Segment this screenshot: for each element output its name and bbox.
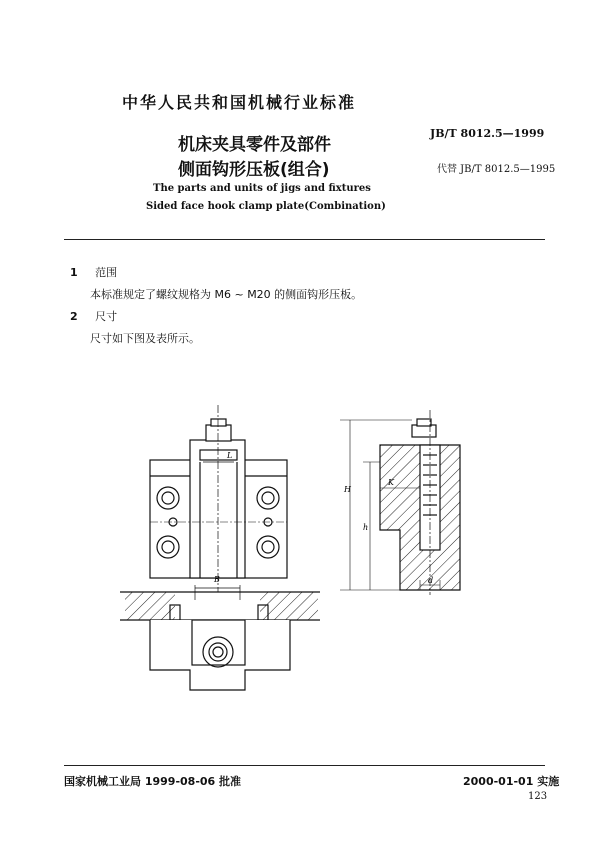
page-number: 123: [528, 791, 548, 802]
replaces-standard: 代替 JB/T 8012.5—1995: [437, 164, 556, 175]
label-h: h: [363, 523, 369, 532]
side-section-view: [340, 410, 460, 595]
title-cn-line1: 机床夹具零件及部件: [178, 135, 331, 155]
title-cn-line2: 侧面钩形压板(组合): [178, 160, 330, 180]
label-K: K: [388, 478, 394, 487]
standard-number: JB/T 8012.5—1999: [430, 127, 545, 140]
label-L: L: [227, 451, 233, 460]
section-1-title: 范围: [95, 266, 118, 279]
section-2-body: 尺寸如下图及表所示。: [90, 332, 200, 345]
label-B: B: [214, 575, 220, 584]
label-H: H: [344, 485, 351, 494]
industry-standard-heading: 中华人民共和国机械行业标准: [122, 93, 357, 112]
effective-date: 2000-01-01 实施: [463, 775, 560, 788]
section-1-number: 1: [70, 266, 78, 279]
footer-divider: [64, 765, 545, 766]
label-d: d: [428, 576, 434, 585]
section-2-title: 尺寸: [95, 310, 118, 323]
issuer-approval: 国家机械工业局 1999-08-06 批准: [64, 775, 242, 788]
section-1-body: 本标准规定了螺纹规格为 M6 ~ M20 的侧面钩形压板。: [90, 288, 363, 301]
title-en-line2: Sided face hook clamp plate(Combination): [146, 201, 386, 212]
title-en-line1: The parts and units of jigs and fixtures: [153, 183, 371, 194]
front-view: [120, 405, 320, 690]
section-2-number: 2: [70, 310, 78, 323]
